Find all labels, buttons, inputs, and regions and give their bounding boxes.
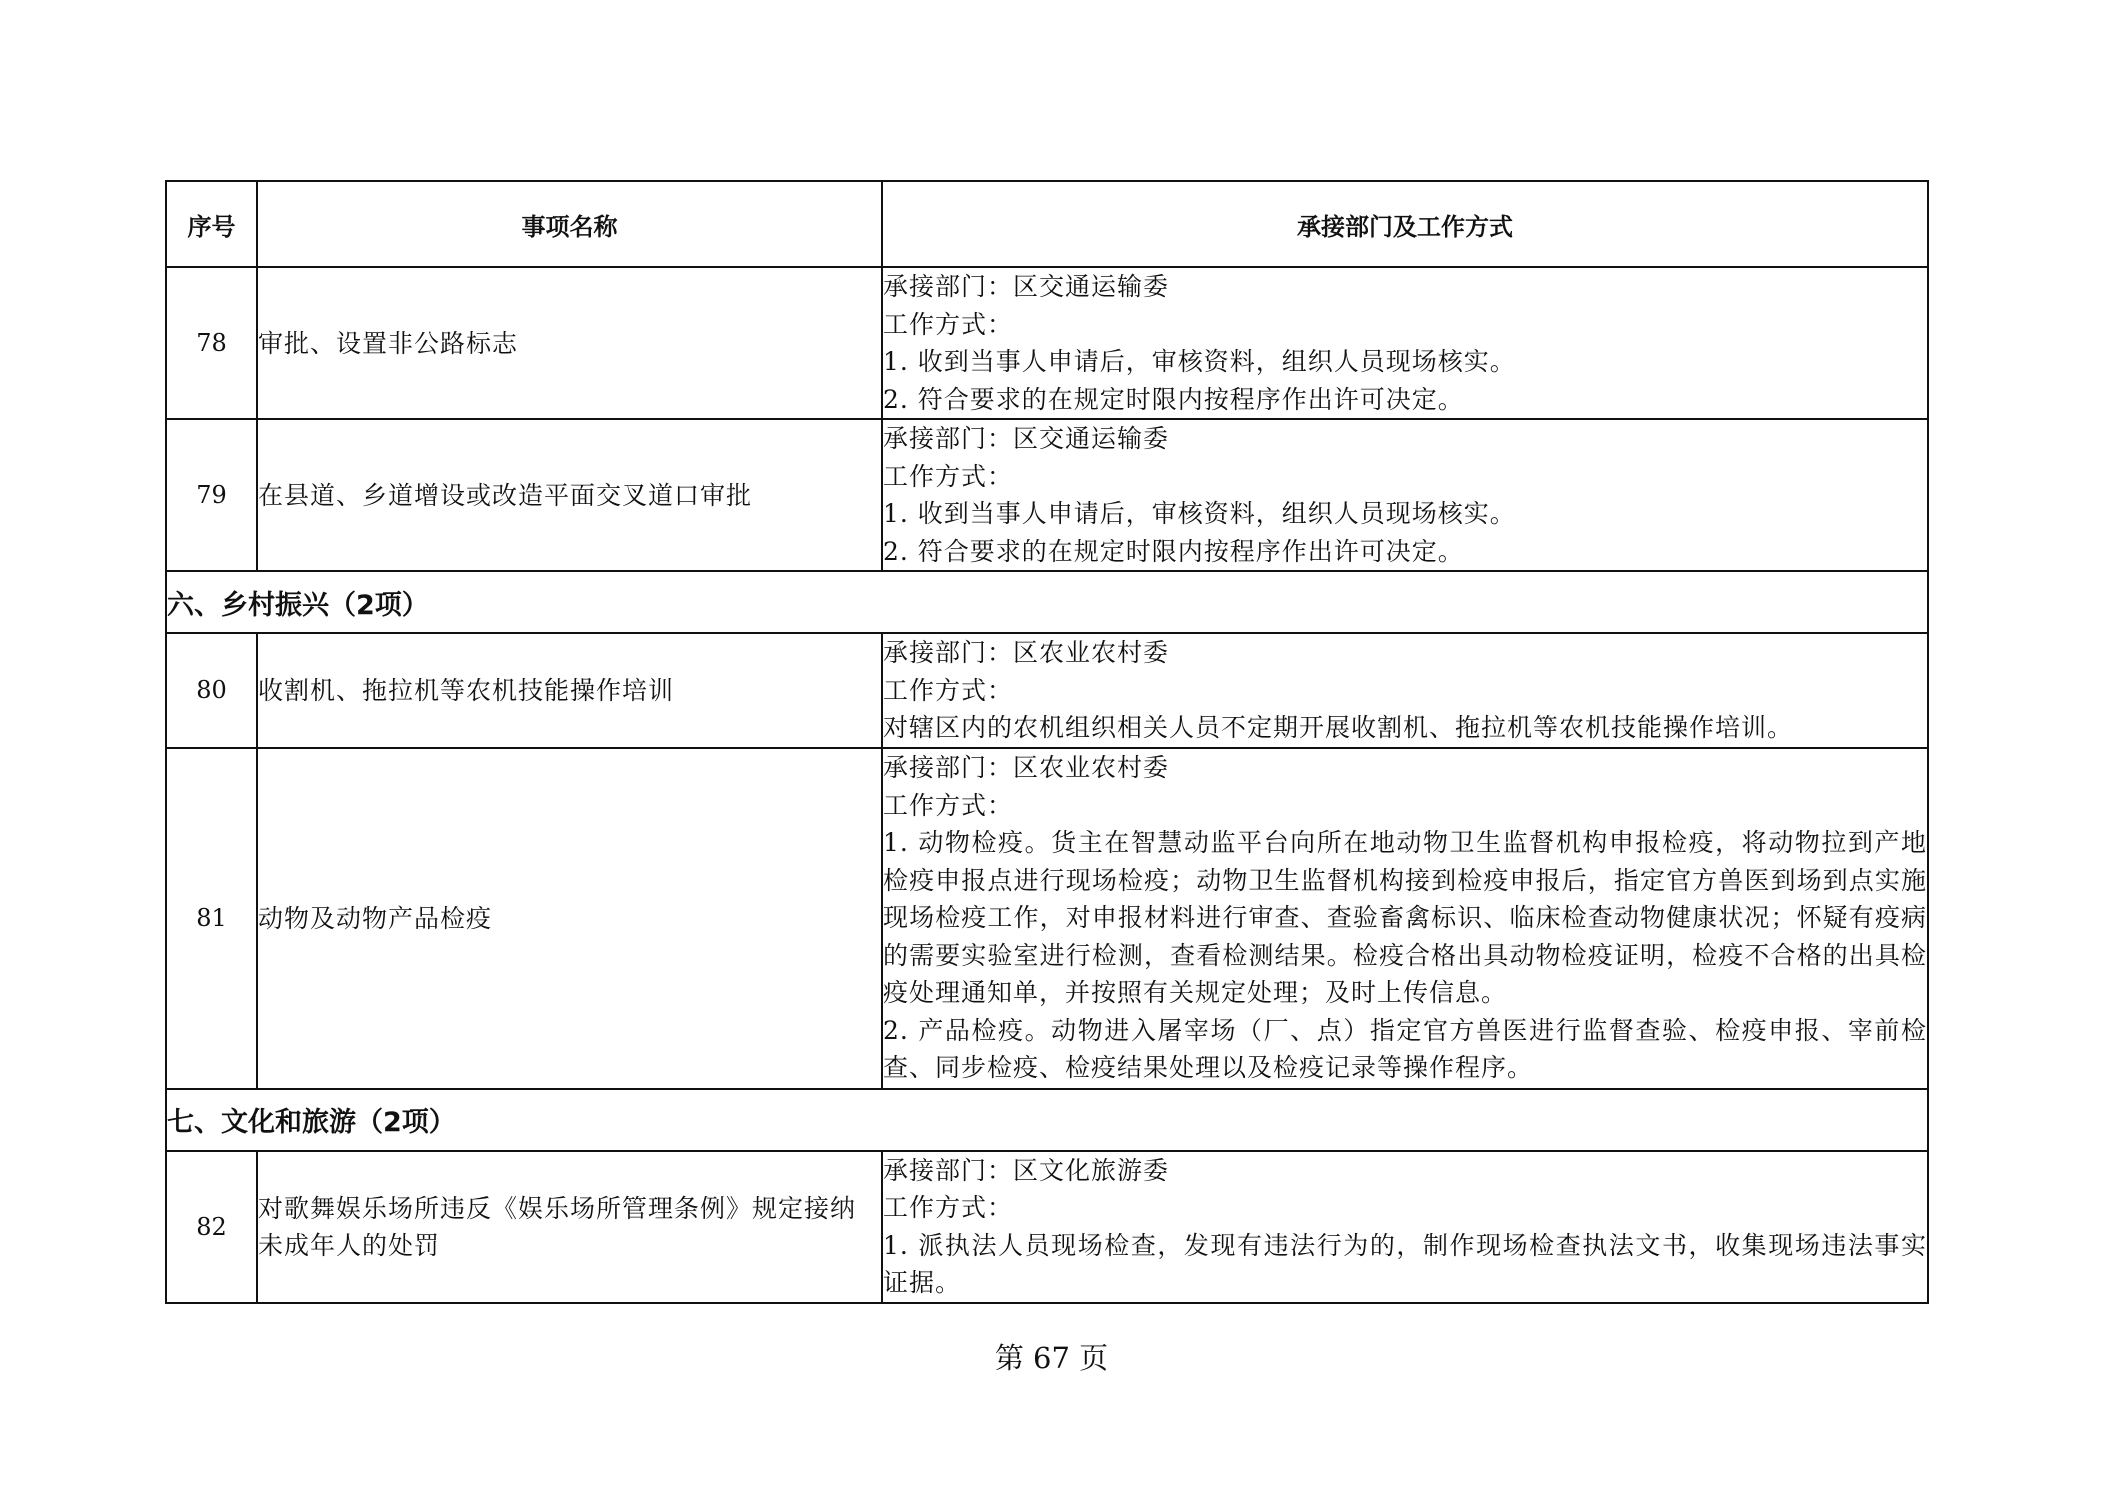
- row-method: [882, 267, 1928, 419]
- header-method: 承接部门及工作方式: [882, 181, 1928, 267]
- table-row: [166, 1151, 1928, 1303]
- method-line: 承接部门：区农业农村委: [883, 753, 1170, 783]
- method-line: 1. 收到当事人申请后，审核资料，组织人员现场核实。: [883, 499, 1516, 528]
- method-line: 工作方式：: [883, 309, 1014, 339]
- method-paragraph: 1. 动物检疫。货主在智慧动监平台向所在地动物卫生监督机构申报检疫，将动物拉到产地检疫申报点进行现场检疫；动物卫生监督机构接到检疫申报后，指定官方兽医到场到点实施现场检疫工作，对申报材料进行审查、查验畜禽标识、临床检查动物健康状况；怀疑有疫病的需要实验室进行检测，查看检测结果。检疫合格出具动物检疫证明，检疫不合格的出具检疫处理通知单，并按照有关规定处理；及时上传信息。: [883, 828, 1927, 1008]
- method-line: 2. 符合要求的在规定时限内按程序作出许可决定。: [883, 536, 1464, 566]
- row-name: 在县道、乡道增设或改造平面交叉道口审批: [257, 419, 882, 571]
- table-row: [166, 267, 1928, 419]
- table-row: [166, 419, 1928, 571]
- table-header-row: [166, 181, 1928, 267]
- method-line: 1. 收到当事人申请后，审核资料，组织人员现场核实。: [883, 347, 1516, 376]
- row-name: 动物及动物产品检疫: [257, 748, 882, 1089]
- method-line: 工作方式：: [883, 675, 1014, 705]
- row-name: 对歌舞娱乐场所违反《娱乐场所管理条例》规定接纳未成年人的处罚: [257, 1151, 882, 1303]
- header-name: 事项名称: [257, 181, 882, 267]
- row-num: 82: [166, 1151, 257, 1303]
- method-paragraph: 2. 产品检疫。动物进入屠宰场（厂、点）指定官方兽医进行监督查验、检疫申报、宰前检查、同步检疫、检疫结果处理以及检疫记录等操作程序。: [883, 1015, 1927, 1083]
- row-num: 80: [166, 633, 257, 748]
- section-row: [166, 1089, 1928, 1151]
- page-number: 第 67 页: [994, 1341, 1109, 1375]
- method-line: 承接部门：区交通运输委: [883, 272, 1170, 301]
- table-row: [166, 748, 1928, 1089]
- method-line: 工作方式：: [883, 790, 1014, 820]
- row-name: 审批、设置非公路标志: [257, 267, 882, 419]
- method-line: 承接部门：区交通运输委: [883, 424, 1170, 453]
- row-num: 81: [166, 748, 257, 1089]
- section-title-rural: 六、乡村振兴（2项）: [166, 571, 1928, 633]
- row-method: [882, 748, 1928, 1089]
- method-line: 2. 符合要求的在规定时限内按程序作出许可决定。: [883, 384, 1464, 414]
- method-paragraph: 1. 派执法人员现场检查，发现有违法行为的，制作现场检查执法文书，收集现场违法事实证据。: [883, 1230, 1927, 1297]
- row-method: [882, 1151, 1928, 1303]
- method-line: 对辖区内的农机组织相关人员不定期开展收割机、拖拉机等农机技能操作培训。: [883, 713, 1794, 742]
- section-title-culture: 七、文化和旅游（2项）: [166, 1089, 1928, 1151]
- header-num: 序号: [166, 181, 257, 267]
- row-num: 79: [166, 419, 257, 571]
- row-num: 78: [166, 267, 257, 419]
- row-name: 收割机、拖拉机等农机技能操作培训: [257, 633, 882, 748]
- method-line: 工作方式：: [883, 461, 1014, 491]
- section-row: [166, 571, 1928, 633]
- row-method: [882, 633, 1928, 748]
- method-line: 承接部门：区文化旅游委: [883, 1155, 1170, 1185]
- task-table: [165, 180, 1929, 1304]
- row-method: [882, 419, 1928, 571]
- method-line: 工作方式：: [883, 1193, 1014, 1222]
- table-row: [166, 633, 1928, 748]
- method-line: 承接部门：区农业农村委: [883, 638, 1170, 667]
